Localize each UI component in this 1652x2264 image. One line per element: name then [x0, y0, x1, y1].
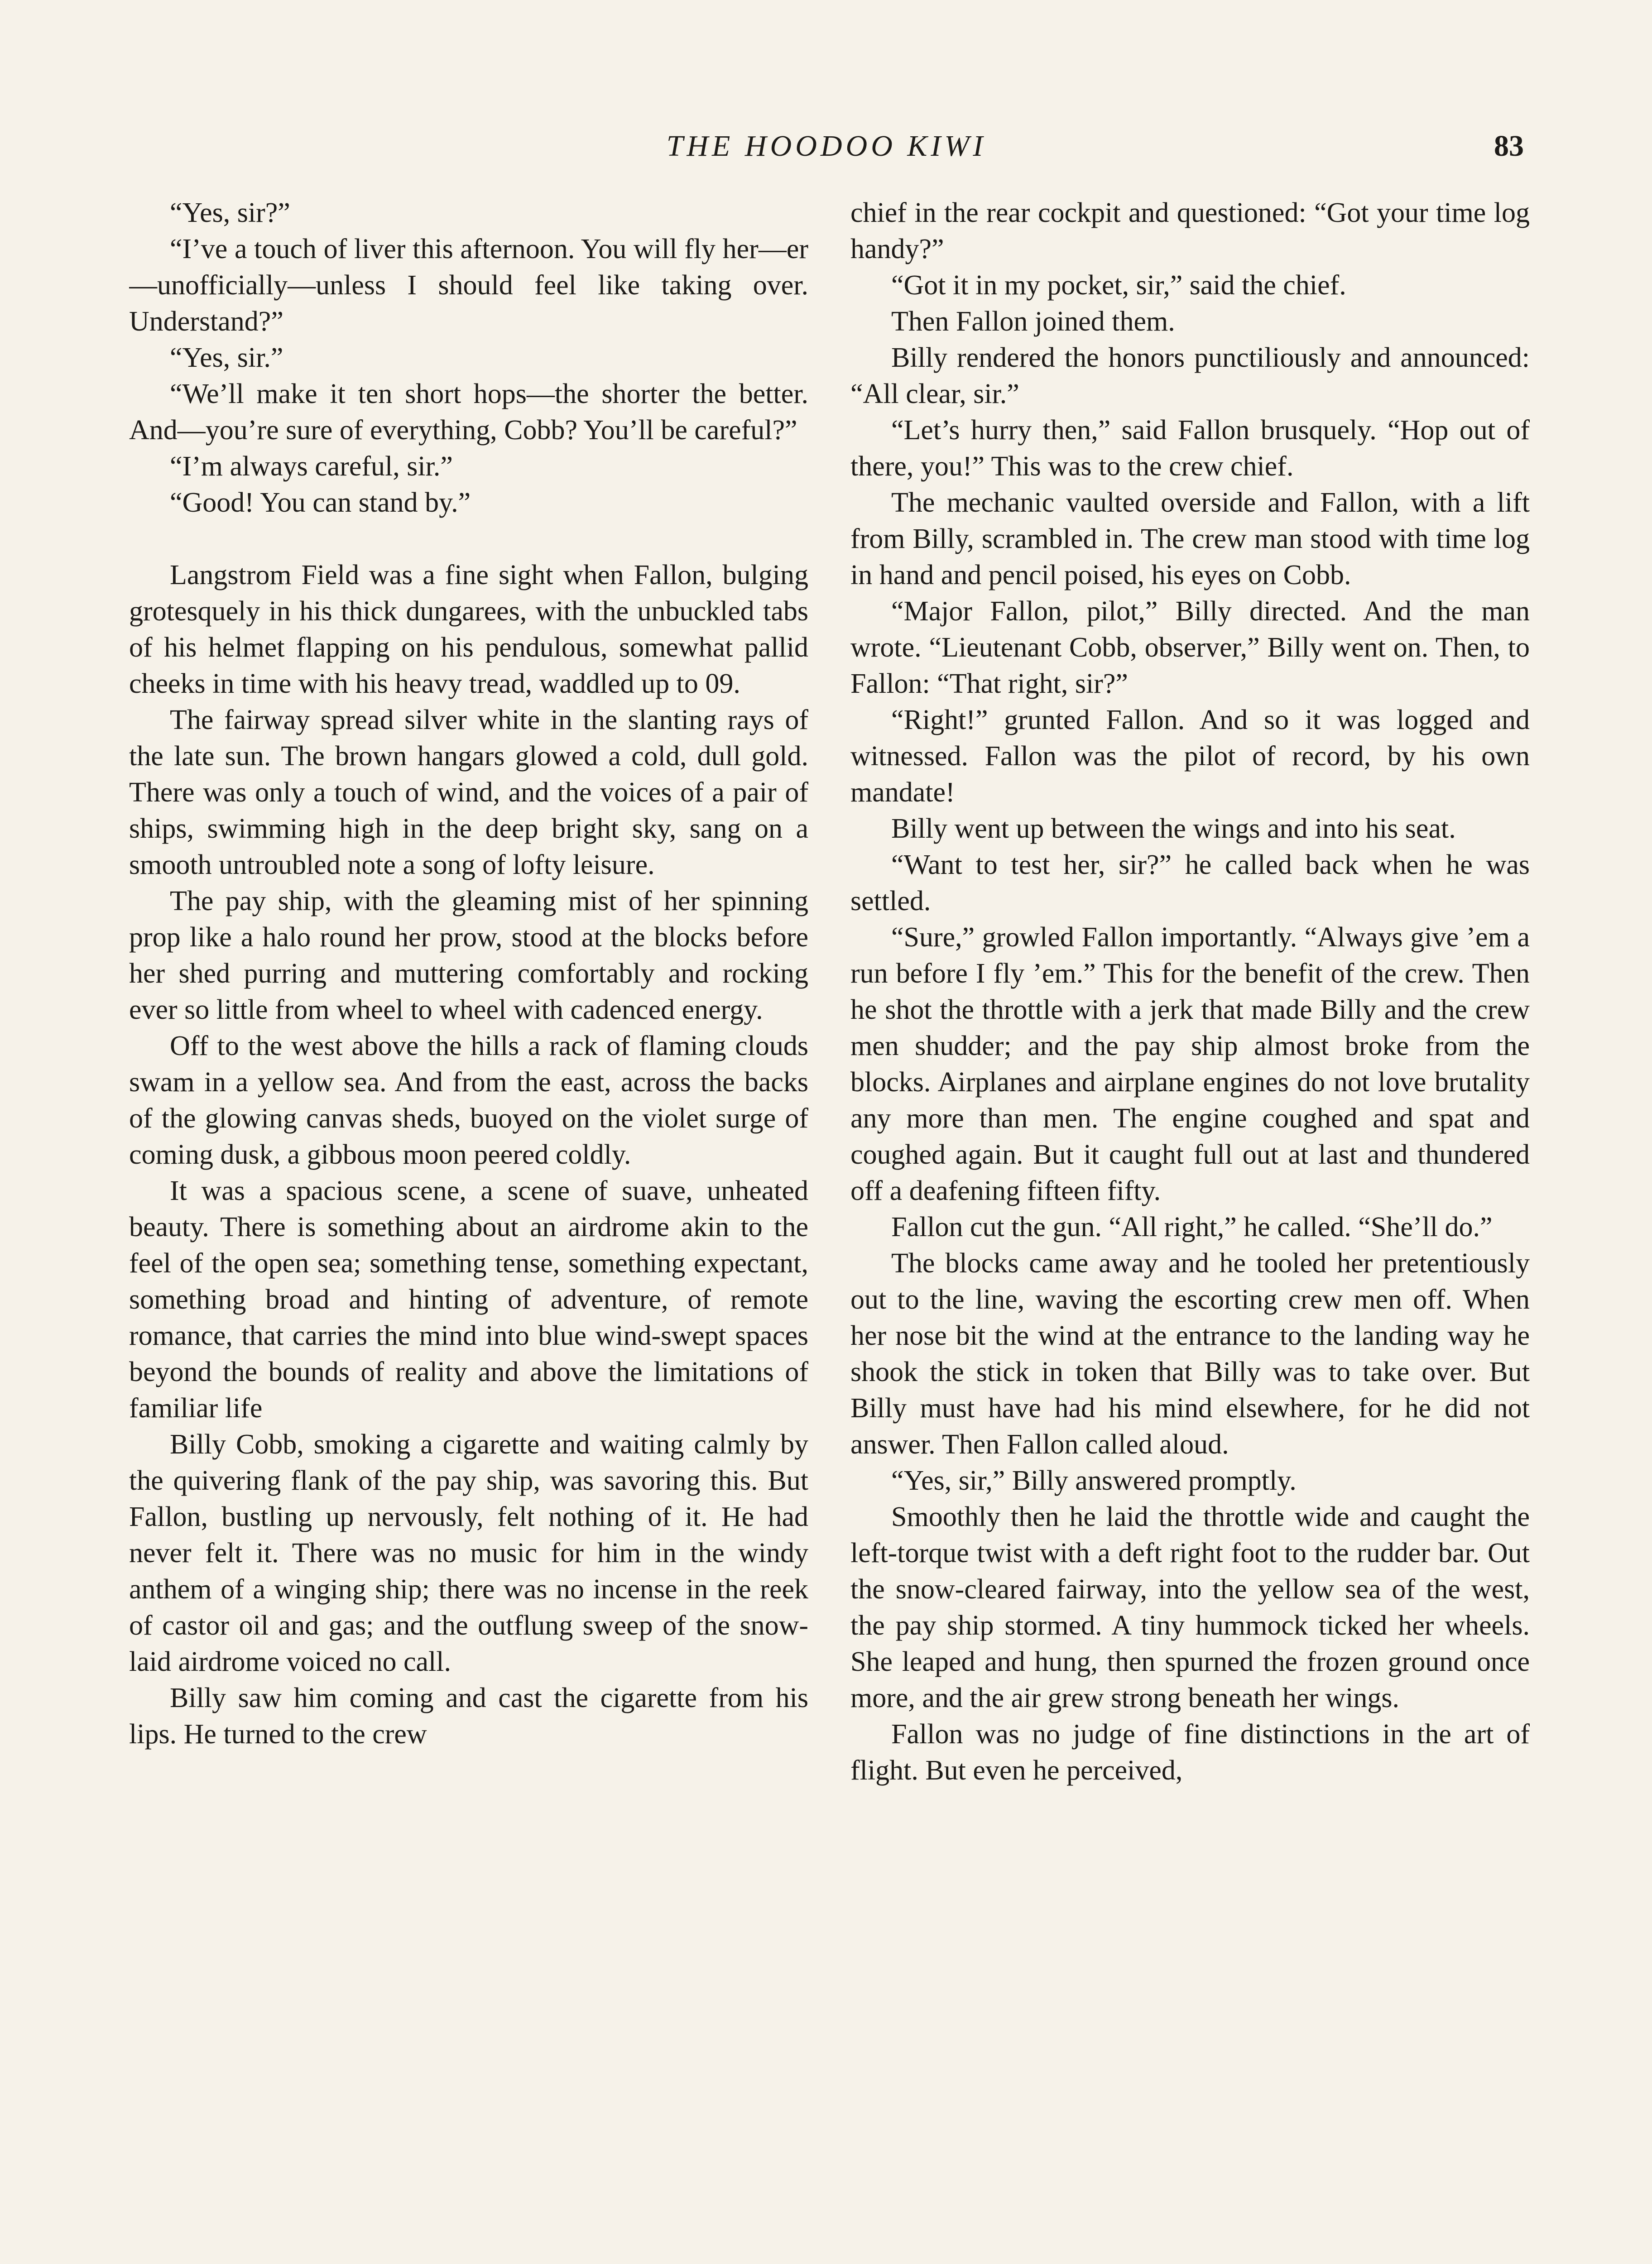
paragraph: “Good! You can stand by.”: [170, 487, 471, 518]
paragraph: The pay ship, with the gleaming mist of her spinning prop like a halo round her prow, stood at the blocks before her shed purring and muttering comfortably and rocking ever so little from wheel to wheel with cadenced energy.: [129, 886, 808, 1025]
paragraph: The mechanic vaulted overside and Fallon, with a lift from Billy, scrambled in. The crew man stood with time log in hand and pencil poised, his eyes on Cobb.: [850, 487, 1530, 590]
paragraph: Billy went up between the wings and into his seat.: [891, 813, 1456, 844]
paragraph: Smoothly then he laid the throttle wide and caught the left-torque twist with a deft right foot to the rudder bar. Out the snow-cleared fairway, into the yellow sea of the west, the pay ship stormed. A tiny hummock ticked her wheels. She leaped and hung, then spurned the frozen ground once more, and the air grew strong beneath her wings.: [850, 1501, 1530, 1713]
right-column: [850, 195, 1530, 2264]
paragraph: Langstrom Field was a fine sight when Fallon, bulging grotesquely in his thick dungarees, with the unbuckled tabs of his helmet flapping on his pendulous, somewhat pallid cheeks in time with his heavy tread, waddled up to 09.: [129, 560, 808, 699]
paragraph: Fallon cut the gun. “All right,” he called. “She’ll do.”: [891, 1212, 1493, 1242]
paragraph: “Yes, sir,” Billy answered promptly.: [891, 1465, 1297, 1496]
paragraph: “Sure,” growled Fallon importantly. “Always give ’em a run before I fly ’em.” This for the benefit of the crew. Then he shot the throttle with a jerk that made Billy and the crew men shudder; and the pay ship almost broke from the blocks. Airplanes and airplane engines do not love brutality any more than men. The engine coughed and spat and coughed again. But it caught full out at last and thundered off a deafening fifteen fifty.: [850, 922, 1530, 1206]
paragraph: Then Fallon joined them.: [891, 306, 1175, 337]
paragraph: “Got it in my pocket, sir,” said the chief.: [891, 270, 1346, 301]
paragraph: “I’m always careful, sir.”: [170, 451, 453, 482]
paragraph: “Right!” grunted Fallon. And so it was logged and witnessed. Fallon was the pilot of record, by his own mandate!: [850, 705, 1530, 808]
paragraph: “Major Fallon, pilot,” Billy directed. And the man wrote. “Lieutenant Cobb, observer,” Billy went on. Then, to Fallon: “That right, sir?”: [850, 596, 1530, 699]
running-title: THE HOODOO KIWI: [666, 130, 987, 163]
paragraph: “We’ll make it ten short hops—the shorter the better. And—you’re sure of everything, Cobb? You’ll be careful?”: [129, 379, 808, 446]
paragraph: The fairway spread silver white in the slanting rays of the late sun. The brown hangars glowed a cold, dull gold. There was only a touch of wind, and the voices of a pair of ships, swimming high in the deep bright sky, sang on a smooth untroubled note a song of lofty leisure.: [129, 705, 808, 880]
paragraph: Billy rendered the honors punctiliously and announced: “All clear, sir.”: [850, 342, 1530, 409]
paragraph: “I’ve a touch of liver this afternoon. You will fly her—er—unofficially—unless I should feel like taking over. Understand?”: [129, 234, 808, 337]
paragraph: “Yes, sir.”: [170, 342, 283, 373]
paragraph: “Yes, sir?”: [170, 197, 290, 228]
paragraph: Billy saw him coming and cast the cigarette from his lips. He turned to the crew: [129, 1683, 808, 1750]
paragraph: “Want to test her, sir?” he called back when he was settled.: [850, 849, 1530, 916]
page-number: 83: [1494, 130, 1524, 163]
paragraph: The blocks came away and he tooled her pretentiously out to the line, waving the escorting crew men off. When her nose bit the wind at the entrance to the landing way he shook the stick in token that Billy was to take over. But Billy must have had his mind elsewhere, for he did not answer. Then Fallon called aloud.: [850, 1248, 1530, 1460]
page-header: [129, 120, 1524, 174]
paragraph: Fallon was no judge of fine distinctions in the art of flight. But even he perceived,: [850, 1719, 1530, 1786]
paragraph: chief in the rear cockpit and questioned: “Got your time log handy?”: [850, 197, 1530, 264]
paragraph: “Let’s hurry then,” said Fallon brusquely. “Hop out of there, you!” This was to the crew chief.: [850, 415, 1530, 482]
left-column: [129, 195, 808, 2264]
paragraph: Off to the west above the hills a rack of flaming clouds swam in a yellow sea. And from the east, across the backs of the glowing canvas sheds, buoyed on the violet surge of coming dusk, a gibbous moon peered coldly.: [129, 1031, 808, 1170]
paragraph: It was a spacious scene, a scene of suave, unheated beauty. There is something about an airdrome akin to the feel of the open sea; something tense, something expectant, something broad and hinting of adventure, of remote romance, that carries the mind into blue wind-swept spaces beyond the bounds of reality and above the limitations of familiar life: [129, 1175, 808, 1424]
paragraph: Billy Cobb, smoking a cigarette and waiting calmly by the quivering flank of the pay ship, was savoring this. But Fallon, bustling up nervously, felt nothing of it. He had never felt it. There was no music for him in the windy anthem of a winging ship; there was no incense in the reek of castor oil and gas; and the outflung sweep of the snow-laid airdrome voiced no call.: [129, 1429, 808, 1677]
